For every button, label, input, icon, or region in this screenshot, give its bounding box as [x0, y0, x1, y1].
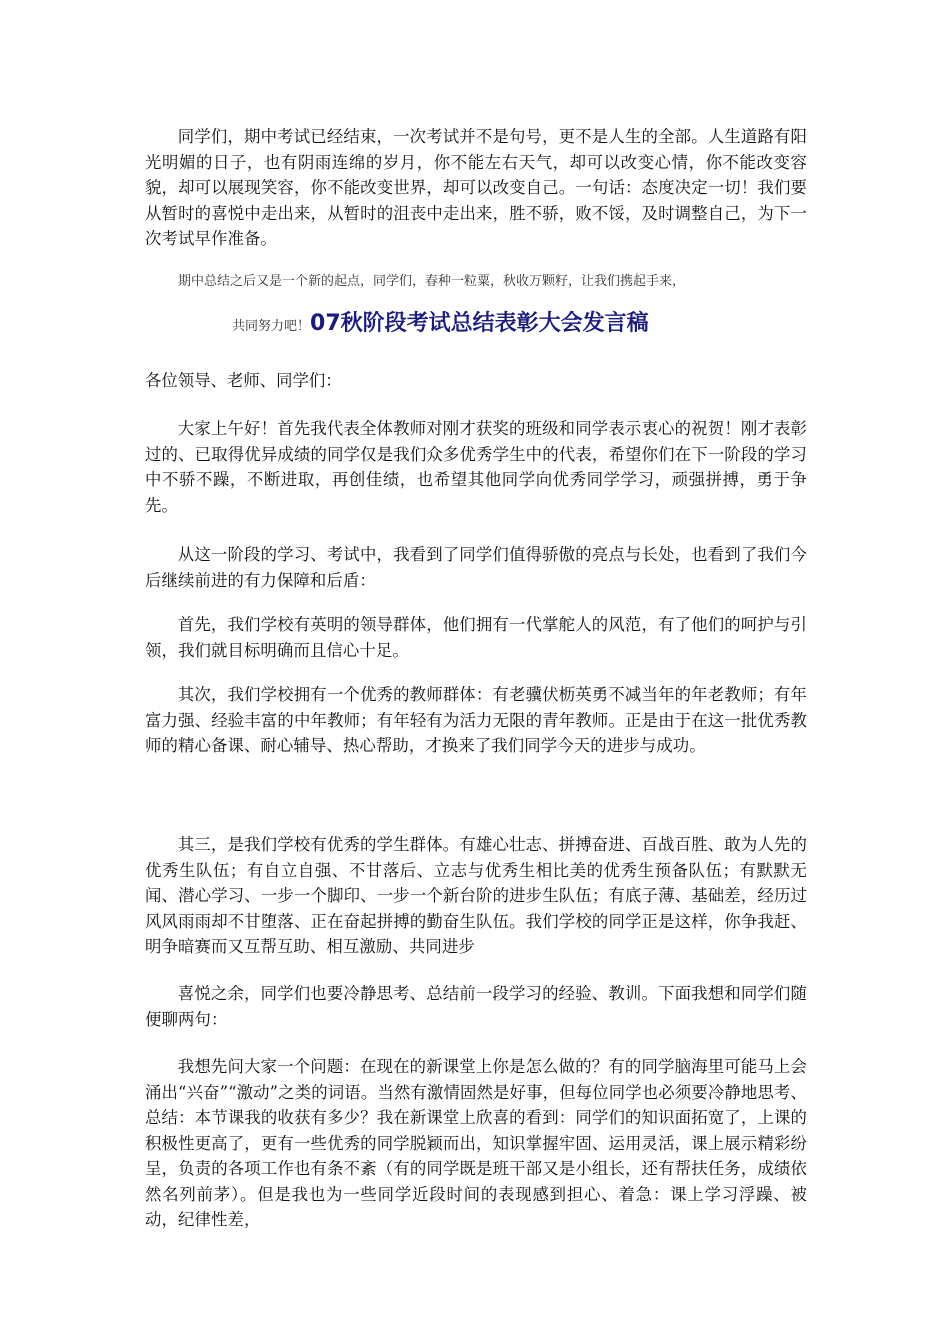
- body-paragraph-2: 从这一阶段的学习、考试中，我看到了同学们值得骄傲的亮点与长处，也看到了我们今后继续前进的有力保障和后盾：: [145, 545, 807, 590]
- closing-line-2: 共同努力吧！: [232, 319, 311, 334]
- intro-paragraph: 同学们，期中考试已经结束，一次考试并不是句号，更不是人生的全部。人生道路有阳光明媚的日子，也有阴雨连绵的岁月，你不能左右天气，却可以改变心情，你不能改变容貌，却可以展现笑容，你不能改变世界，却可以改变自己。一句话：态度决定一切！我们要从暂时的喜悦中走出来，从暂时的沮丧中走出来，胜不骄，败不馁，及时调整自己，为下一次考试早作准备。: [145, 127, 807, 248]
- salutation: 各位领导、老师、同学们：: [145, 371, 342, 390]
- body-paragraph-5: 其三，是我们学校有优秀的学生群体。有雄心壮志、拼搏奋进、百战百胜、敢为人先的优秀生队伍；有自立自强、不甘落后、立志与优秀生相比美的优秀生预备队伍；有默默无闻、潜心学习、一步一个脚印、一步一个新台阶的进步生队伍；有底子薄、基础差，经历过风风雨雨却不甘堕落、正在奋起拼搏的勤奋生队伍。我们学校的同学正是这样，你争我赶、明争暗赛而又互帮互助、相互激励、共同进步: [145, 835, 807, 956]
- body-paragraph-6: 喜悦之余，同学们也要冷静思考、总结前一段学习的经验、教训。下面我想和同学们随便聊两句：: [145, 984, 807, 1029]
- body-paragraph-4: 其次，我们学校拥有一个优秀的教师群体：有老骥伏枥英勇不减当年的年老教师；有年富力强、经验丰富的中年教师；有年轻有为活力无限的青年教师。正是由于在这一批优秀教师的精心备课、耐心辅导、热心帮助，才换来了我们同学今天的进步与成功。: [145, 685, 807, 755]
- body-paragraph-1: 大家上午好！首先我代表全体教师对刚才获奖的班级和同学表示衷心的祝贺！刚才表彰过的、已取得优异成绩的同学仅是我们众多优秀学生中的代表，希望你们在下一阶段的学习中不骄不躁，不断进取，再创佳绩，也希望其他同学向优秀同学学习，顽强拼搏，勇于争先。: [145, 419, 807, 515]
- body-paragraph-3: 首先，我们学校有英明的领导群体，他们拥有一代掌舵人的风范，有了他们的呵护与引领，我们就目标明确而且信心十足。: [145, 615, 807, 660]
- body-paragraph-7: 我想先问大家一个问题：在现在的新课堂上你是怎么做的？有的同学脑海里可能马上会涌出“兴奋”“激动”之类的词语。当然有激情固然是好事，但每位同学也必须要冷静地思考、总结：本节课我的收获有多少？我在新课堂上欣喜的看到：同学们的知识面拓宽了，上课的积极性更高了，更有一些优秀的同学脱颖而出，知识掌握牢固、运用灵活，课上展示精彩纷呈，负责的各项工作也有条不紊（有的同学既是班干部又是小组长，还有帮扶任务，成绩依然名列前茅）。但是我也为一些同学近段时间的表现感到担心、着急：课上学习浮躁、被动，纪律性差，: [145, 1057, 807, 1229]
- closing-line-1: 期中总结之后又是一个新的起点，同学们，春种一粒粟，秋收万颗籽，让我们携起手来，: [178, 274, 686, 289]
- title-line: [232, 306, 649, 337]
- page-title: 07秋阶段考试总结表彰大会发言稿: [310, 311, 649, 336]
